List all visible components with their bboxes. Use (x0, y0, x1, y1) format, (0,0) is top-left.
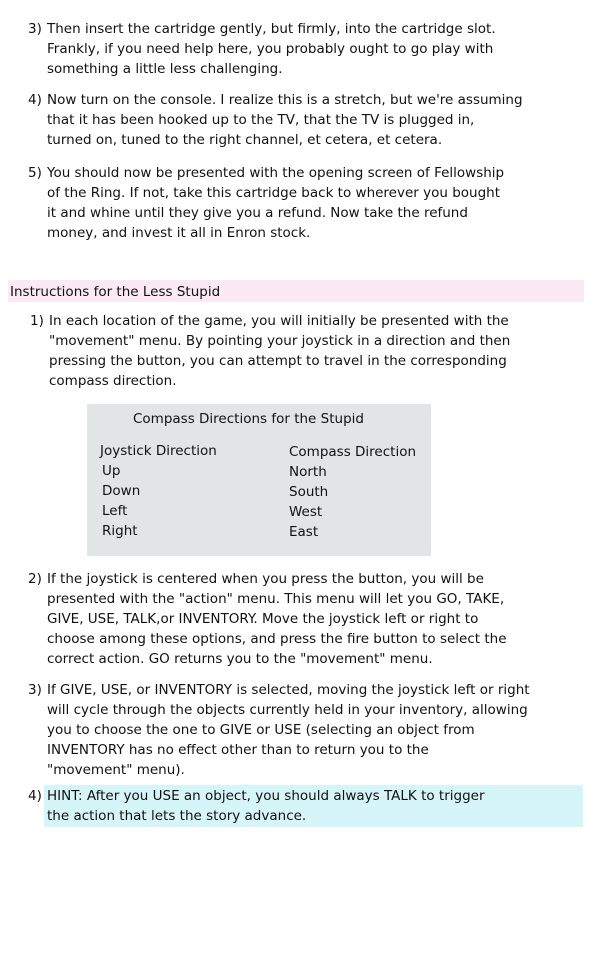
table-cell: South (289, 484, 329, 500)
table-title: Compass Directions for the Stupid (133, 411, 364, 427)
item-number: 2) (28, 571, 42, 587)
item-line: pressing the button, you can attempt to travel in the corresponding (49, 353, 507, 369)
item-line: INVENTORY has no effect other than to return you to the (47, 742, 429, 758)
table-cell: Up (102, 463, 121, 479)
item-text (47, 569, 580, 669)
table-cell: East (289, 524, 319, 540)
item-number: 4) (28, 92, 42, 108)
table-cell: Left (102, 503, 128, 519)
item-line: choose among these options, and press the fire button to select the (47, 631, 507, 647)
item-line: You should now be presented with the opening screen of Fellowship (47, 165, 505, 181)
item-line: compass direction. (49, 373, 177, 389)
list-item (28, 680, 580, 780)
item-line: correct action. GO returns you to the "movement" menu. (47, 651, 433, 667)
column-header: Compass Direction (289, 444, 417, 460)
item-line: money, and invest it all in Enron stock. (47, 225, 311, 241)
item-line: something a little less challenging. (47, 61, 283, 77)
item-number: 4) (28, 788, 42, 804)
table-cell: Right (102, 523, 138, 539)
compass-directions-table (87, 404, 431, 556)
item-text (47, 19, 580, 79)
item-line: Now turn on the console. I realize this is a stretch, but we're assuming (47, 92, 523, 108)
item-line: it and whine until they give you a refund. Now take the refund (47, 205, 468, 221)
item-line: you to choose the one to GIVE or USE (selecting an object from (47, 722, 475, 738)
joystick-column (100, 441, 217, 541)
item-number: 3) (28, 682, 42, 698)
item-line: that it has been hooked up to the TV, that the TV is plugged in, (47, 112, 475, 128)
table-cell: West (289, 504, 323, 520)
list-item (28, 163, 580, 243)
item-text (47, 680, 580, 780)
table-cell: Down (102, 483, 141, 499)
item-line: If the joystick is centered when you press the button, you will be (47, 571, 484, 587)
item-number: 3) (28, 21, 42, 37)
item-line: Frankly, if you need help here, you probably ought to go play with (47, 41, 494, 57)
item-line: presented with the "action" menu. This menu will let you GO, TAKE, (47, 591, 505, 607)
list-item (28, 19, 580, 79)
item-line: of the Ring. If not, take this cartridge back to wherever you bought (47, 185, 501, 201)
item-line: "movement" menu. By pointing your joystick in a direction and then (49, 333, 511, 349)
item-text (47, 786, 580, 826)
item-line: the action that lets the story advance. (47, 808, 307, 824)
item-line: GIVE, USE, TALK,or INVENTORY. Move the joystick left or right to (47, 611, 479, 627)
list-item (30, 311, 580, 391)
item-number: 1) (30, 313, 44, 329)
section-title: Instructions for the Less Stupid (10, 284, 221, 300)
column-header: Joystick Direction (100, 443, 217, 459)
item-line: Then insert the cartridge gently, but firmly, into the cartridge slot. (47, 21, 496, 37)
compass-column (289, 442, 416, 542)
item-number: 5) (28, 165, 42, 181)
item-line: In each location of the game, you will initially be presented with the (49, 313, 509, 329)
hint-item (28, 786, 580, 826)
list-item (28, 569, 580, 669)
item-line: will cycle through the objects currently held in your inventory, allowing (47, 702, 528, 718)
list-item (28, 90, 580, 150)
item-line: "movement" menu). (47, 762, 185, 778)
item-line: HINT: After you USE an object, you should always TALK to trigger (47, 788, 485, 804)
item-line: If GIVE, USE, or INVENTORY is selected, moving the joystick left or right (47, 682, 530, 698)
item-text (47, 90, 580, 150)
item-text (47, 163, 580, 243)
item-line: turned on, tuned to the right channel, et cetera, et cetera. (47, 132, 443, 148)
item-text (49, 311, 580, 391)
table-cell: North (289, 464, 327, 480)
